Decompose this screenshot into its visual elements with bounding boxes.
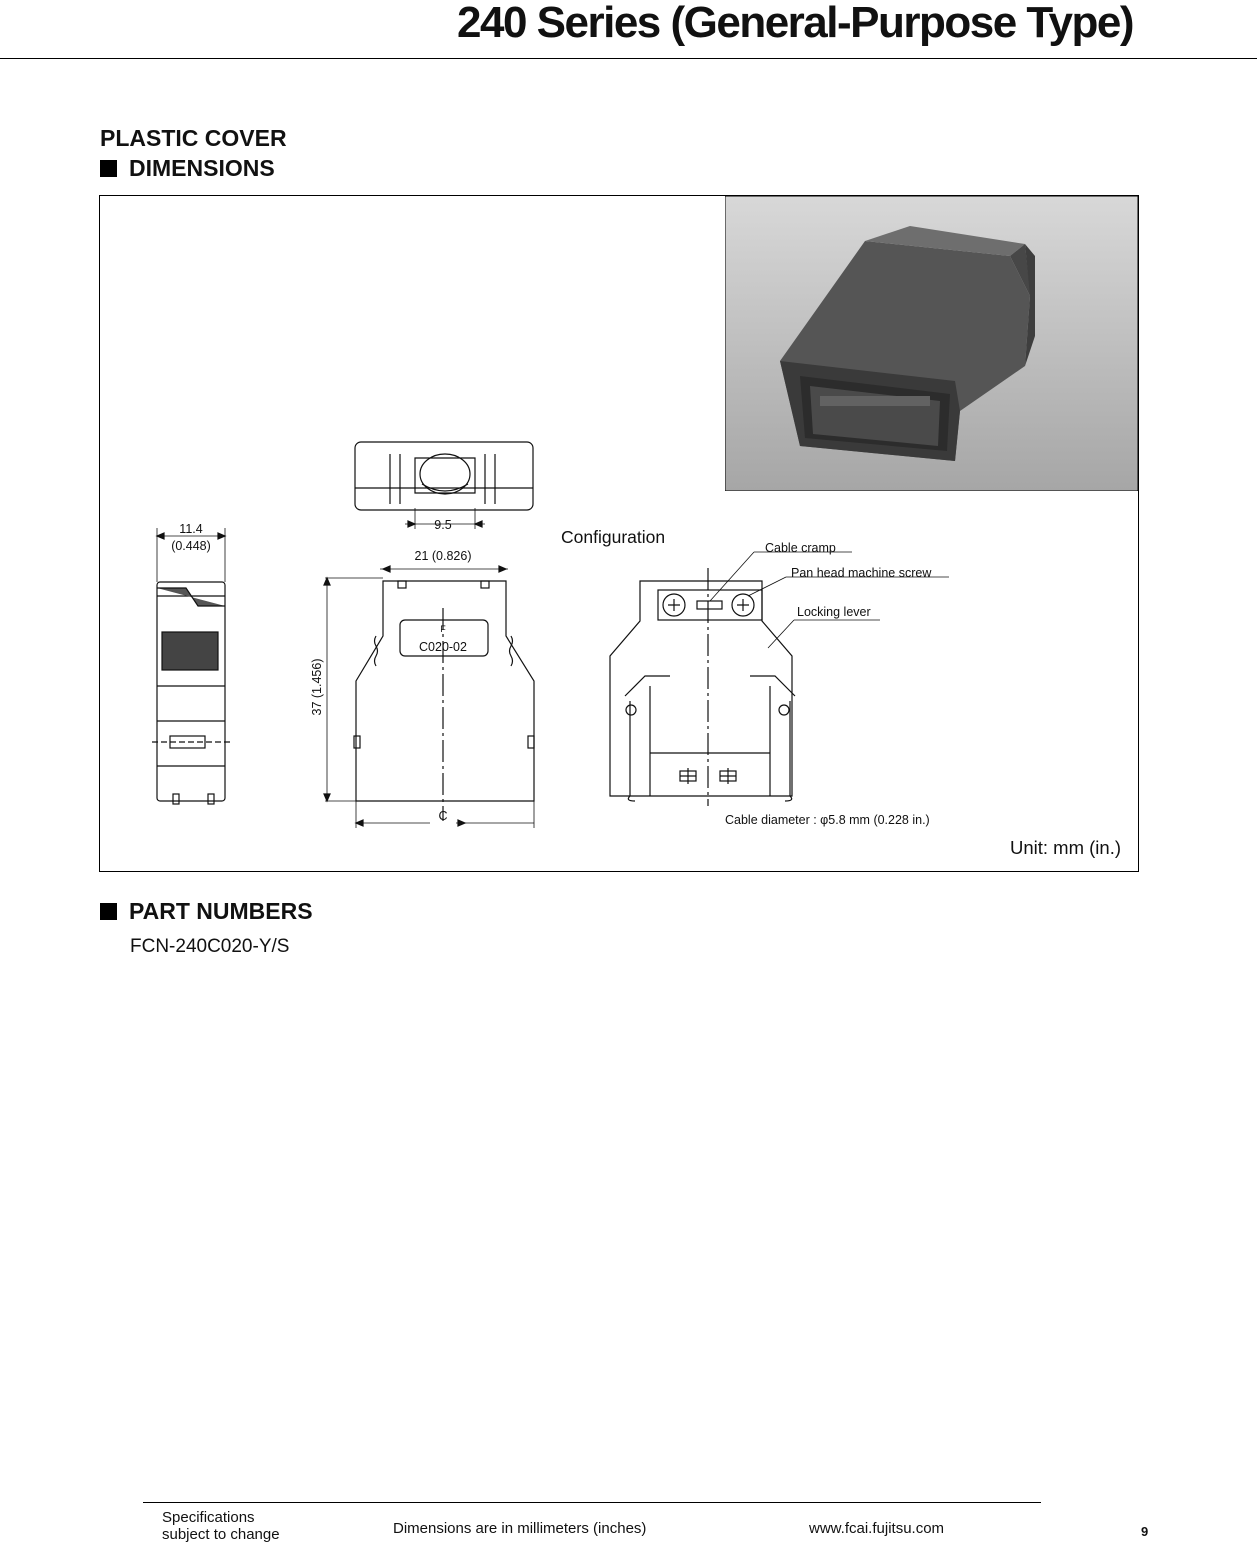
center-mark-label: C: [438, 809, 448, 823]
marking-f-label: F: [440, 624, 446, 634]
configuration-label: Configuration: [561, 527, 666, 547]
height-label: 37 (1.456): [310, 658, 324, 716]
square-bullet-icon: [100, 160, 117, 177]
page-title: 240 Series (General-Purpose Type): [457, 0, 1133, 47]
cable-diameter-label: Cable diameter : φ5.8 mm (0.228 in.): [725, 813, 930, 827]
header-divider: [0, 58, 1257, 59]
locking-lever-label: Locking lever: [797, 605, 871, 619]
side-width-label: 11.4: [179, 522, 203, 536]
page-number: 9: [1141, 1524, 1149, 1539]
section-title: PLASTIC COVER: [100, 125, 287, 151]
part-numbers-heading-label: PART NUMBERS: [129, 898, 313, 924]
configuration-view: [610, 552, 949, 806]
dimensions-heading: [100, 154, 275, 182]
side-width-in-label: (0.448): [171, 539, 211, 553]
footer-spec-line1: Specifications: [162, 1509, 255, 1526]
pan-head-screw-label: Pan head machine screw: [791, 566, 932, 580]
dimensions-heading-label: DIMENSIONS: [129, 155, 275, 181]
footer-dimensions-note: Dimensions are in millimeters (inches): [393, 1520, 647, 1537]
part-number-value: FCN-240C020-Y/S: [130, 936, 290, 957]
square-bullet-icon: [100, 903, 117, 920]
dimensions-figure: [99, 195, 1139, 872]
side-view: [152, 528, 232, 804]
cable-cramp-label: Cable cramp: [765, 541, 836, 555]
footer-divider: [143, 1502, 1041, 1503]
width-label: 21 (0.826): [414, 549, 472, 563]
top-gap-label: 9.5: [434, 518, 452, 532]
top-view: [355, 442, 533, 529]
product-photo: [725, 196, 1138, 491]
marking-part-label: C020-02: [419, 640, 467, 654]
front-view: [324, 566, 534, 828]
footer-spec-line2: subject to change: [162, 1526, 280, 1543]
footer-website-link[interactable]: www.fcai.fujitsu.com: [809, 1520, 945, 1537]
part-numbers-heading: [100, 897, 313, 925]
unit-label: Unit: mm (in.): [1010, 837, 1121, 858]
